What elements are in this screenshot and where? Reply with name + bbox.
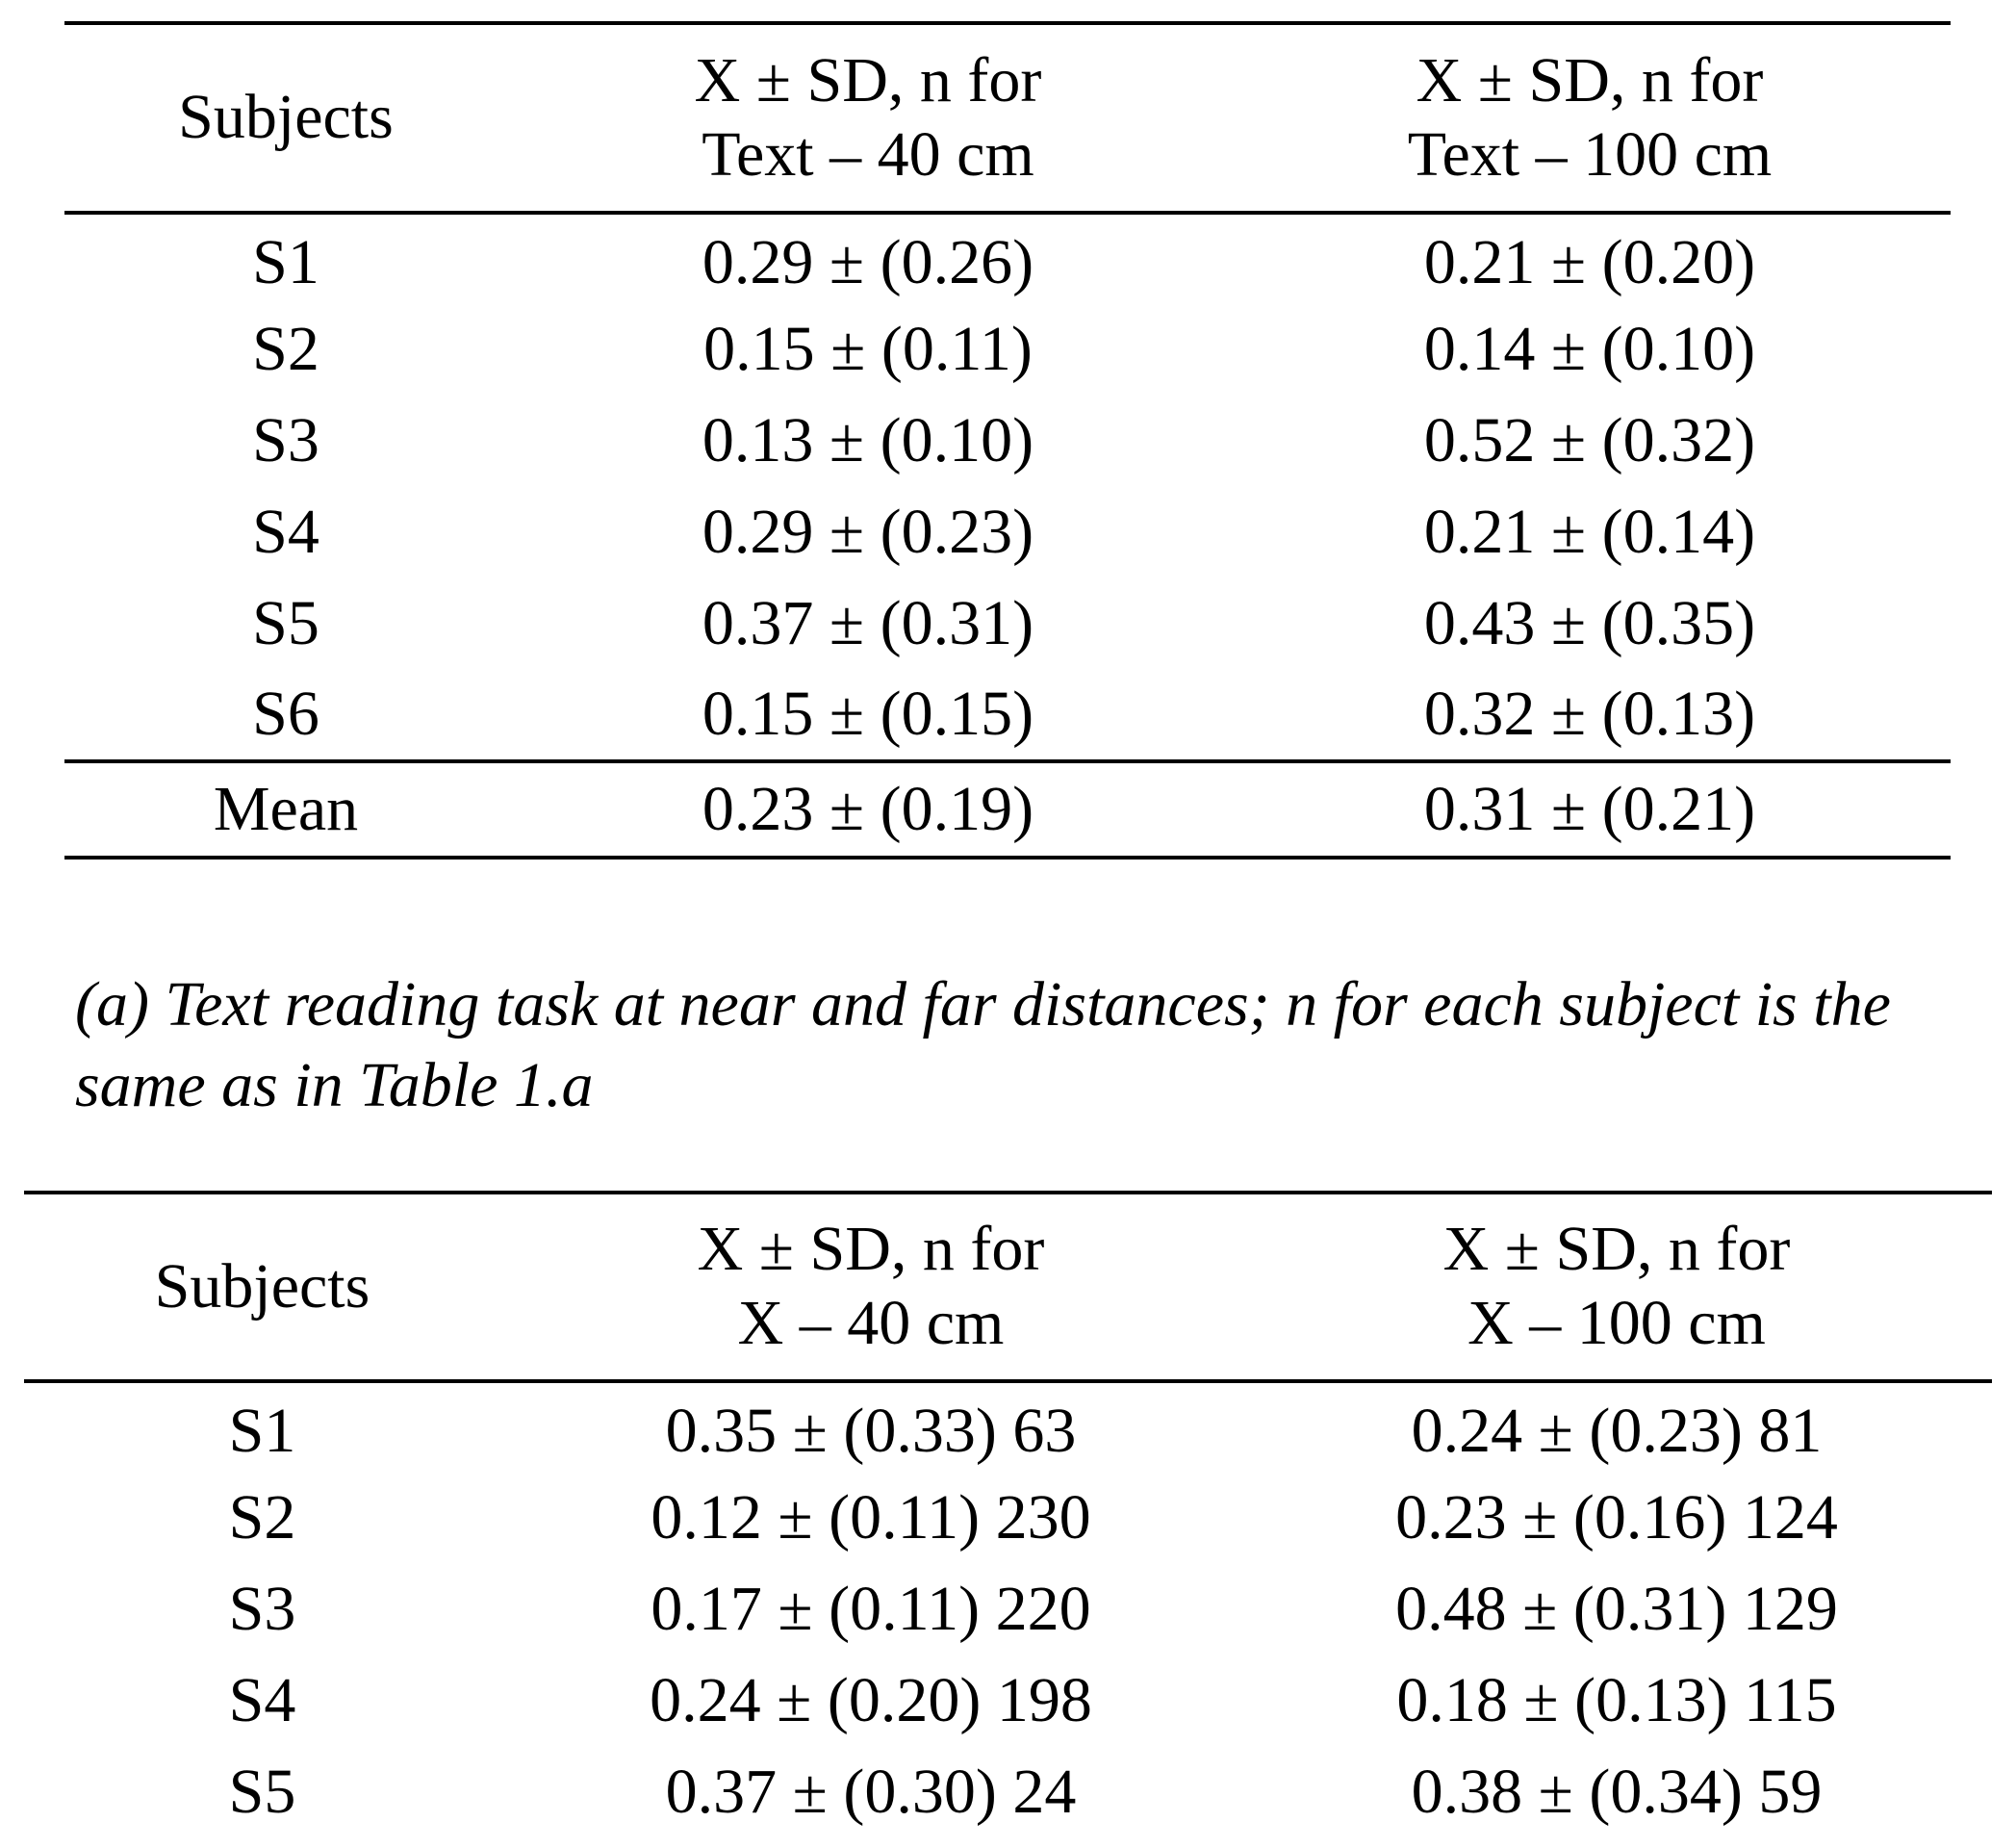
- far-value-cell: 0.43 ± (0.35): [1423, 588, 1756, 659]
- table-b: [24, 1191, 1992, 1838]
- near-value-cell: 0.35 ± (0.33) 63: [665, 1396, 1077, 1467]
- far-value-cell: 0.24 ± (0.23) 81: [1411, 1396, 1823, 1467]
- near-value-cell: 0.29 ± (0.23): [702, 497, 1034, 568]
- near-value-cell: 0.12 ± (0.11) 230: [651, 1482, 1091, 1553]
- table-a-header-far-line1: X ± SD, n for: [1416, 44, 1764, 116]
- table-row: [24, 1381, 1992, 1473]
- table-b-header-subjects: Subjects: [24, 1193, 500, 1381]
- far-value-cell: 0.18 ± (0.13) 115: [1396, 1665, 1837, 1736]
- near-value-cell: 0.37 ± (0.30) 24: [665, 1757, 1077, 1828]
- table-a-caption: (a) Text reading task at near and far distances; n for each subject is the same as in Table 1.a: [75, 969, 1891, 1120]
- table-row: [64, 487, 1951, 578]
- table-b-header-far-line1: X ± SD, n for: [1442, 1214, 1791, 1285]
- near-value-cell: 0.15 ± (0.15): [702, 679, 1034, 750]
- table-a-header-far: [1229, 23, 1951, 213]
- far-value-cell: 0.52 ± (0.32): [1423, 405, 1756, 476]
- table-a-header-row: [64, 23, 1951, 213]
- far-value-cell: 0.14 ± (0.10): [1423, 314, 1756, 385]
- near-value-cell: 0.29 ± (0.26): [702, 227, 1034, 298]
- subject-cell: S2: [228, 1482, 296, 1553]
- table-a-header-near: [507, 23, 1229, 213]
- table-a: [64, 21, 1951, 860]
- subject-cell: S2: [252, 314, 319, 385]
- table-b-header-row: [24, 1193, 1992, 1381]
- subject-cell: S3: [252, 405, 319, 476]
- mean-label: Mean: [64, 761, 507, 858]
- mean-far-value: 0.31 ± (0.21): [1229, 761, 1951, 858]
- table-b-header-near: [500, 1193, 1241, 1381]
- near-value-cell: 0.15 ± (0.11): [703, 314, 1033, 385]
- near-value-cell: 0.17 ± (0.11) 220: [651, 1574, 1091, 1645]
- table-row: [64, 670, 1951, 761]
- far-value-cell: 0.38 ± (0.34) 59: [1411, 1757, 1823, 1828]
- far-value-cell: 0.23 ± (0.16) 124: [1395, 1482, 1838, 1553]
- subject-cell: S1: [252, 227, 319, 298]
- subject-cell: S3: [228, 1574, 296, 1645]
- mean-near-value: 0.23 ± (0.19): [507, 761, 1229, 858]
- table-b-header-far-line2: X – 100 cm: [1467, 1288, 1766, 1358]
- table-a-header-far-line2: Text – 100 cm: [1407, 118, 1773, 190]
- table-row: [24, 1564, 1992, 1656]
- far-value-cell: 0.21 ± (0.14): [1423, 497, 1756, 568]
- subject-cell: S4: [252, 497, 319, 568]
- table-row: [24, 1656, 1992, 1747]
- subject-cell: S5: [252, 588, 319, 659]
- table-b-header-near-line2: X – 40 cm: [737, 1288, 1005, 1358]
- table-b-header-near-line1: X ± SD, n for: [697, 1214, 1045, 1285]
- table-row: [64, 213, 1951, 304]
- table-row: [64, 578, 1951, 670]
- subject-cell: S1: [228, 1396, 296, 1467]
- subject-cell: S6: [252, 679, 319, 750]
- near-value-cell: 0.24 ± (0.20) 198: [650, 1665, 1092, 1736]
- near-value-cell: 0.37 ± (0.31): [702, 588, 1034, 659]
- table-row: [64, 304, 1951, 396]
- table-a-header-near-line1: X ± SD, n for: [694, 44, 1042, 116]
- table-a-header-near-line2: Text – 40 cm: [702, 118, 1034, 190]
- table-row: [24, 1747, 1992, 1838]
- far-value-cell: 0.32 ± (0.13): [1423, 679, 1756, 750]
- subject-cell: S5: [228, 1757, 296, 1828]
- far-value-cell: 0.48 ± (0.31) 129: [1395, 1574, 1838, 1645]
- table-row: [24, 1473, 1992, 1564]
- table-row: [64, 396, 1951, 487]
- table-b-header-far: [1241, 1193, 1992, 1381]
- table-a-header-subjects: Subjects: [64, 23, 507, 213]
- near-value-cell: 0.13 ± (0.10): [702, 405, 1034, 476]
- table-a-mean-row: [64, 761, 1951, 858]
- subject-cell: S4: [228, 1665, 296, 1736]
- far-value-cell: 0.21 ± (0.20): [1423, 227, 1756, 298]
